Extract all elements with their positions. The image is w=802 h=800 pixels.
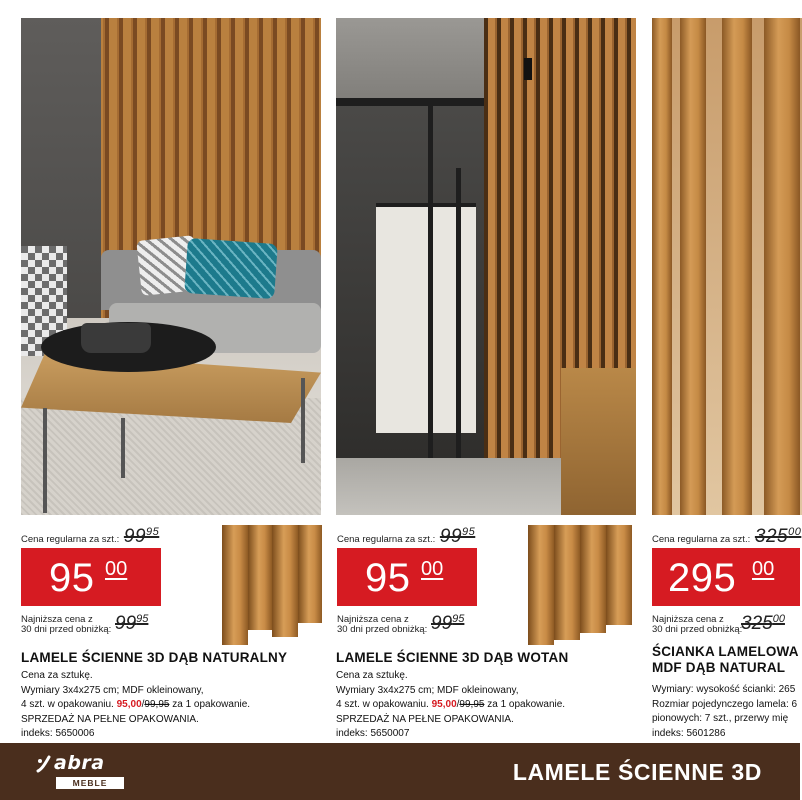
- price-cents: 00: [421, 558, 444, 580]
- product-description: Cena za sztukę. Wymiary 3x4x275 cm; MDF okleinowany, 4 szt. w opakowaniu. 95,00/99,95 za 1 opakowanie. SPRZEDAŻ NA PEŁNE OPAKOWANIA. indeks: 5650007: [336, 669, 565, 742]
- regular-price-row: Cena regularna za szt.: $325^{00}$: [652, 526, 802, 547]
- lowest-price-old: $99^{95}$: [431, 613, 465, 634]
- lowest-price-row: Najniższa cena z 30 dni przed obniżką: $325^{00}$: [652, 613, 785, 636]
- lowest-price-old: $99^{95}$: [115, 613, 149, 634]
- product-card-2: [336, 18, 636, 518]
- price-badge: [337, 548, 477, 606]
- footer-title: LAMELE ŚCIENNE 3D: [512, 759, 762, 785]
- price-integer: 295: [668, 556, 737, 600]
- product-title: ŚCIANKA LAMELOWA MDF DĄB NATURAL: [652, 644, 799, 675]
- product-card-3: [652, 18, 800, 518]
- lowest-price-row: Najniższa cena z 30 dni przed obniżką: $99^{95}$: [21, 613, 149, 636]
- product-description: Cena za sztukę. Wymiary 3x4x275 cm; MDF okleinowany, 4 szt. w opakowaniu. 95,00/99,95 za 1 opakowanie. SPRZEDAŻ NA PEŁNE OPAKOWANIA. indeks: 5650006: [21, 669, 250, 742]
- product-description: Wymiary: wysokość ścianki: 265 Rozmiar pojedynczego lamela: 6 pionowych: 7 szt., przerwy mię indeks: 5601286: [652, 683, 797, 741]
- product-title: LAMELE ŚCIENNE 3D DĄB NATURALNY: [21, 650, 288, 665]
- price-integer: 95: [49, 556, 95, 600]
- abra-logo: abra MEBLE: [36, 752, 128, 790]
- regular-price-old: $99^{95}$: [439, 526, 476, 547]
- lowest-price-row: Najniższa cena z 30 dni przed obniżką: $99^{95}$: [337, 613, 465, 636]
- product-title: LAMELE ŚCIENNE 3D DĄB WOTAN: [336, 650, 569, 665]
- footer-bar: [0, 743, 800, 800]
- price-cents: 00: [752, 558, 775, 580]
- product-swatch-image: [528, 525, 632, 645]
- abra-logo-icon: [36, 755, 52, 773]
- price-integer: 95: [365, 556, 411, 600]
- product-photo-living-room: [21, 18, 321, 515]
- price-badge: [652, 548, 800, 606]
- product-photo-slat-wall: [652, 18, 800, 515]
- product-index: indeks: 5650007: [336, 728, 410, 739]
- lowest-price-old: $325^{00}$: [741, 613, 785, 634]
- product-index: indeks: 5601286: [652, 727, 726, 739]
- price-cents: 00: [105, 558, 128, 580]
- regular-price-old: $325^{00}$: [754, 526, 802, 547]
- regular-price-old: $99^{95}$: [123, 526, 160, 547]
- regular-price-row: Cena regularna za szt.: $99^{95}$: [337, 526, 476, 547]
- product-photo-office: [336, 18, 636, 515]
- regular-price-row: Cena regularna za szt.: $99^{95}$: [21, 526, 160, 547]
- product-index: indeks: 5650006: [21, 728, 95, 739]
- product-swatch-image: [222, 525, 322, 645]
- price-badge: [21, 548, 161, 606]
